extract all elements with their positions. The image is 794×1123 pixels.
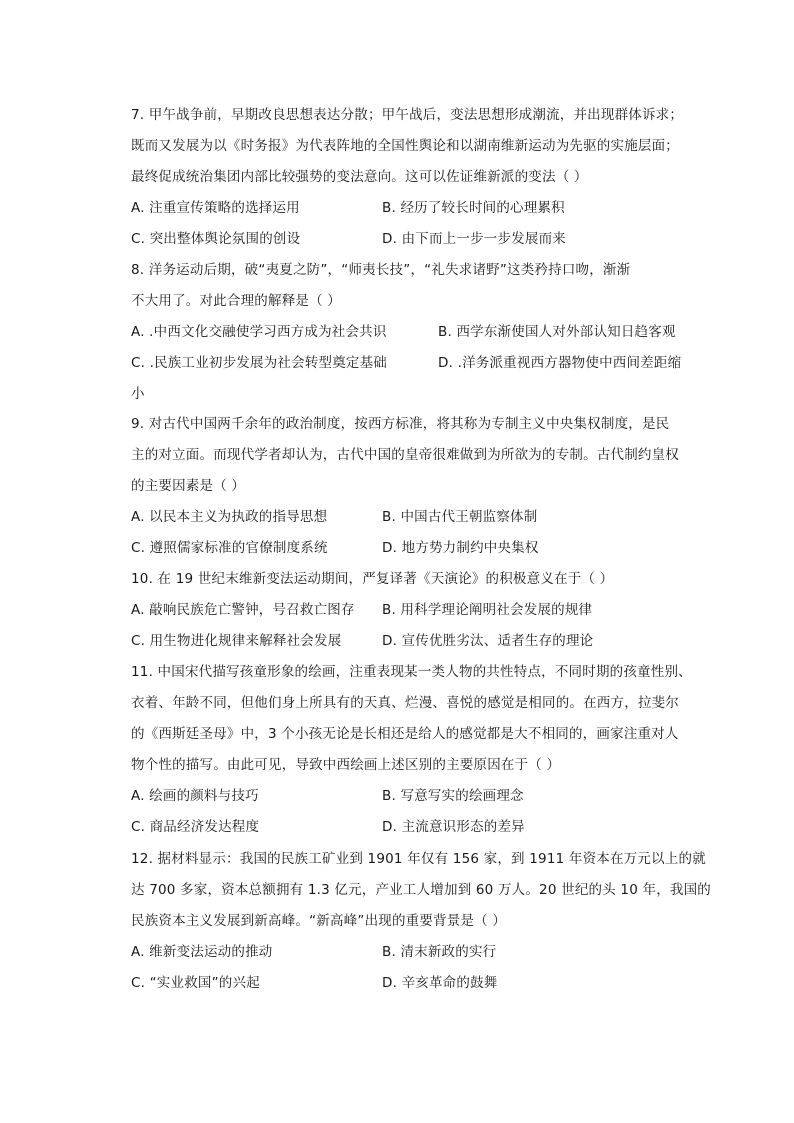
options-row [131,193,691,224]
question-12 [131,844,711,999]
option-d: D. 地方势力制约中央集权 [382,540,539,556]
option-c: C. 突出整体舆论氛围的创设 [131,231,301,247]
option-c: C. .民族工业初步发展为社会转型奠定基础 [131,355,387,371]
option-a: A. 绘画的颜料与技巧 [131,788,259,804]
option-b: B. 写意写实的绘画理念 [382,788,524,804]
options-row [131,224,691,255]
option-b: B. 西学东渐使国人对外部认知日趋客观 [438,324,676,340]
options-row [131,595,691,626]
option-c: C. 商品经济发达程度 [131,819,260,835]
question-stem-line: 8. 洋务运动后期，破“夷夏之防”，“师夷长技”，“礼失求诸野”这类矜持口吻，渐渐 [131,262,631,278]
question-stem-line: 9. 对古代中国两千余年的政治制度，按西方标准，将其称为专制主义中央集权制度，是民 [131,416,670,432]
question-stem-line: 7. 甲午战争前，早期改良思想表达分散；甲午战后，变法思想形成潮流，并出现群体诉求； [131,107,684,123]
question-stem-line: 12. 据材料显示：我国的民族工矿业到 1901 年仅有 156 家，到 1911 年资本在万元以上的就 [131,851,706,867]
options-row [131,348,691,379]
options-row [131,812,691,843]
option-a: A. 敲响民族危亡警钟，号召救亡图存 [131,602,355,618]
question-stem-line: 衣着、年龄不同，但他们身上所具有的天真、烂漫、喜悦的感觉是相同的。在西方，拉斐尔 [131,695,679,711]
option-d: D. 宣传优胜劣汰、适者生存的理论 [382,633,594,649]
question-stem-line: 10. 在 19 世纪末维新变法运动期间，严复译著《天演论》的积极意义在于（ ） [131,571,614,587]
option-c: C. 遵照儒家标准的官僚制度系统 [131,540,328,556]
question-stem-line: 的主要因素是（ ） [131,478,246,494]
options-row [131,968,691,999]
option-b: B. 经历了较长时间的心理累积 [382,200,565,216]
option-d: D. 由下而上一步一步发展而来 [382,231,566,247]
question-stem-line: 的《西斯廷圣母》中，3 个小孩无论是长相还是给人的感觉都是大不相同的，画家注重对人 [131,726,679,742]
options-row [131,317,691,348]
option-d: D. 主流意识形态的差异 [382,819,525,835]
question-stem-line: 不大用了。对此合理的解释是（ ） [131,293,341,309]
option-a: A. .中西文化交融使学习西方成为社会共识 [131,324,387,340]
option-d: D. .洋务派重视西方器物使中西间差距缩 [438,355,682,371]
option-d-continuation: 小 [131,386,145,402]
option-c: C. 用生物进化规律来解释社会发展 [131,633,342,649]
question-7 [131,100,691,255]
question-stem-line: 达 700 多家，资本总额拥有 1.3 亿元，产业工人增加到 60 万人。20 世纪的头 10 年，我国的 [131,882,711,898]
option-a: A. 以民本主义为执政的指导思想 [131,509,328,525]
options-row [131,502,691,533]
option-b: B. 用科学理论阐明社会发展的规律 [382,602,593,618]
option-a: A. 维新变法运动的推动 [131,944,273,960]
option-a: A. 注重宣传策略的选择运用 [131,200,300,216]
options-row [131,781,691,812]
question-10 [131,564,691,657]
question-stem-line: 最终促成统治集团内部比较强势的变法意向。这可以佐证维新派的变法（ ） [131,169,588,185]
question-stem-line: 主的对立面。而现代学者却认为，古代中国的皇帝很难做到为所欲为的专制。古代制约皇权 [131,447,679,463]
option-c: C. “实业救国”的兴起 [131,975,260,991]
options-row [131,533,691,564]
question-8 [131,255,691,410]
question-9 [131,409,691,564]
question-stem-line: 11. 中国宋代描写孩童形象的绘画，注重表现某一类人物的共性特点，不同时期的孩童性别、 [131,664,692,680]
question-stem-line: 民族资本主义发展到新高峰。“新高峰”出现的重要背景是（ ） [131,913,507,929]
question-stem-line: 既而又发展为以《时务报》为代表阵地的全国性舆论和以湖南维新运动为先驱的实施层面； [131,138,679,154]
question-11 [131,657,691,843]
option-b: B. 中国古代王朝监察体制 [382,509,538,525]
option-d: D. 辛亥革命的鼓舞 [382,975,498,991]
options-row [131,626,691,657]
option-b: B. 清末新政的实行 [382,944,497,960]
options-row [131,937,691,968]
question-stem-line: 物个性的描写。由此可见，导致中西绘画上述区别的主要原因在于（ ） [131,757,561,773]
